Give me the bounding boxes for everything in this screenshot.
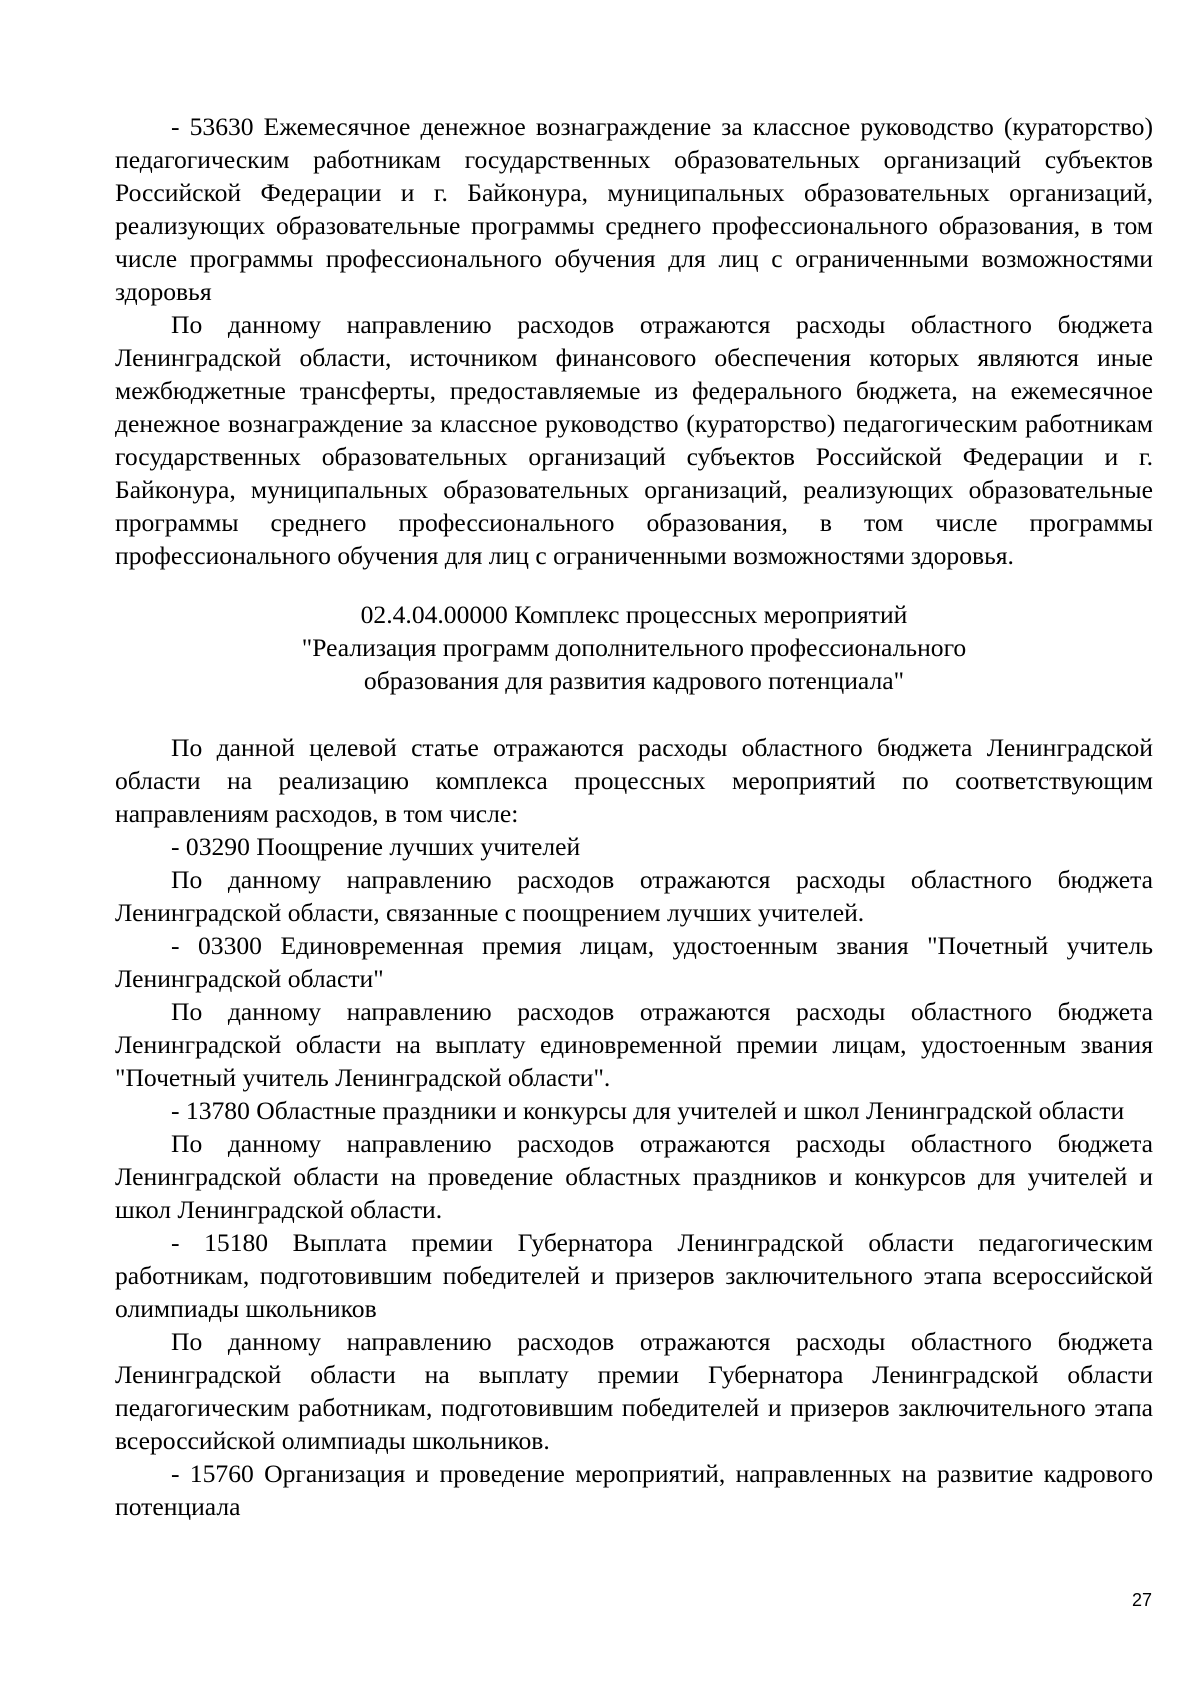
paragraph-03300-title: - 03300 Единовременная премия лицам, удостоенным звания "Почетный учитель Ленинградской области" (115, 931, 1153, 993)
section-heading-line-2: "Реализация программ дополнительного профессионального (301, 633, 967, 662)
paragraph-section-intro: По данной целевой статье отражаются расходы областного бюджета Ленинградской области на реализацию комплекса процессных мероприятий по соответствующим направлениям расходов, в том числе: (115, 733, 1153, 828)
paragraph-03290-title: - 03290 Поощрение лучших учителей (171, 832, 581, 861)
section-heading (115, 598, 1153, 697)
paragraph-03300-description: По данному направлению расходов отражаются расходы областного бюджета Ленинградской области на выплату единовременной премии лицам, удостоенным звания "Почетный учитель Ленинградской области". (115, 997, 1153, 1092)
paragraph-13780-description: По данному направлению расходов отражаются расходы областного бюджета Ленинградской области на проведение областных праздников и конкурсов для учителей и школ Ленинградской области. (115, 1129, 1153, 1224)
paragraph-13780-title: - 13780 Областные праздники и конкурсы для учителей и школ Ленинградской области (171, 1096, 1125, 1125)
page-number: 27 (1132, 1590, 1153, 1610)
paragraph-03290-description: По данному направлению расходов отражаются расходы областного бюджета Ленинградской области, связанные с поощрением лучших учителей. (115, 865, 1153, 927)
paragraph-15760-title: - 15760 Организация и проведение мероприятий, направленных на развитие кадрового потенциала (115, 1459, 1153, 1521)
section-heading-line-3: образования для развития кадрового потенциала" (363, 666, 905, 695)
section-heading-line-1: 02.4.04.00000 Комплекс процессных мероприятий (360, 600, 908, 629)
document-page (115, 110, 1153, 1523)
paragraph-15180-description: По данному направлению расходов отражаются расходы областного бюджета Ленинградской области на выплату премии Губернатора Ленинградской области педагогическим работникам, подготовившим победителей и призеров заключительного этапа всероссийской олимпиады школьников. (115, 1327, 1153, 1455)
paragraph-53630-title: - 53630 Ежемесячное денежное вознаграждение за классное руководство (кураторство) педагогическим работникам государственных образовательных организаций субъектов Российской Федерации и г. Байконура, муниципальных образовательных организаций, реализующих образовательные программы среднего профессионального образования, в том числе программы профессионального обучения для лиц с ограниченными возможностями здоровья (115, 112, 1153, 306)
paragraph-15180-title: - 15180 Выплата премии Губернатора Ленинградской области педагогическим работникам, подготовившим победителей и призеров заключительного этапа всероссийской олимпиады школьников (115, 1228, 1153, 1323)
paragraph-53630-description: По данному направлению расходов отражаются расходы областного бюджета Ленинградской области, источником финансового обеспечения которых являются иные межбюджетные трансферты, предоставляемые из федерального бюджета, на ежемесячное денежное вознаграждение за классное руководство (кураторство) педагогическим работникам государственных образовательных организаций субъектов Российской Федерации и г. Байконура, муниципальных образовательных организаций, реализующих образовательные программы среднего профессионального образования, в том числе программы профессионального обучения для лиц с ограниченными возможностями здоровья. (115, 310, 1153, 570)
